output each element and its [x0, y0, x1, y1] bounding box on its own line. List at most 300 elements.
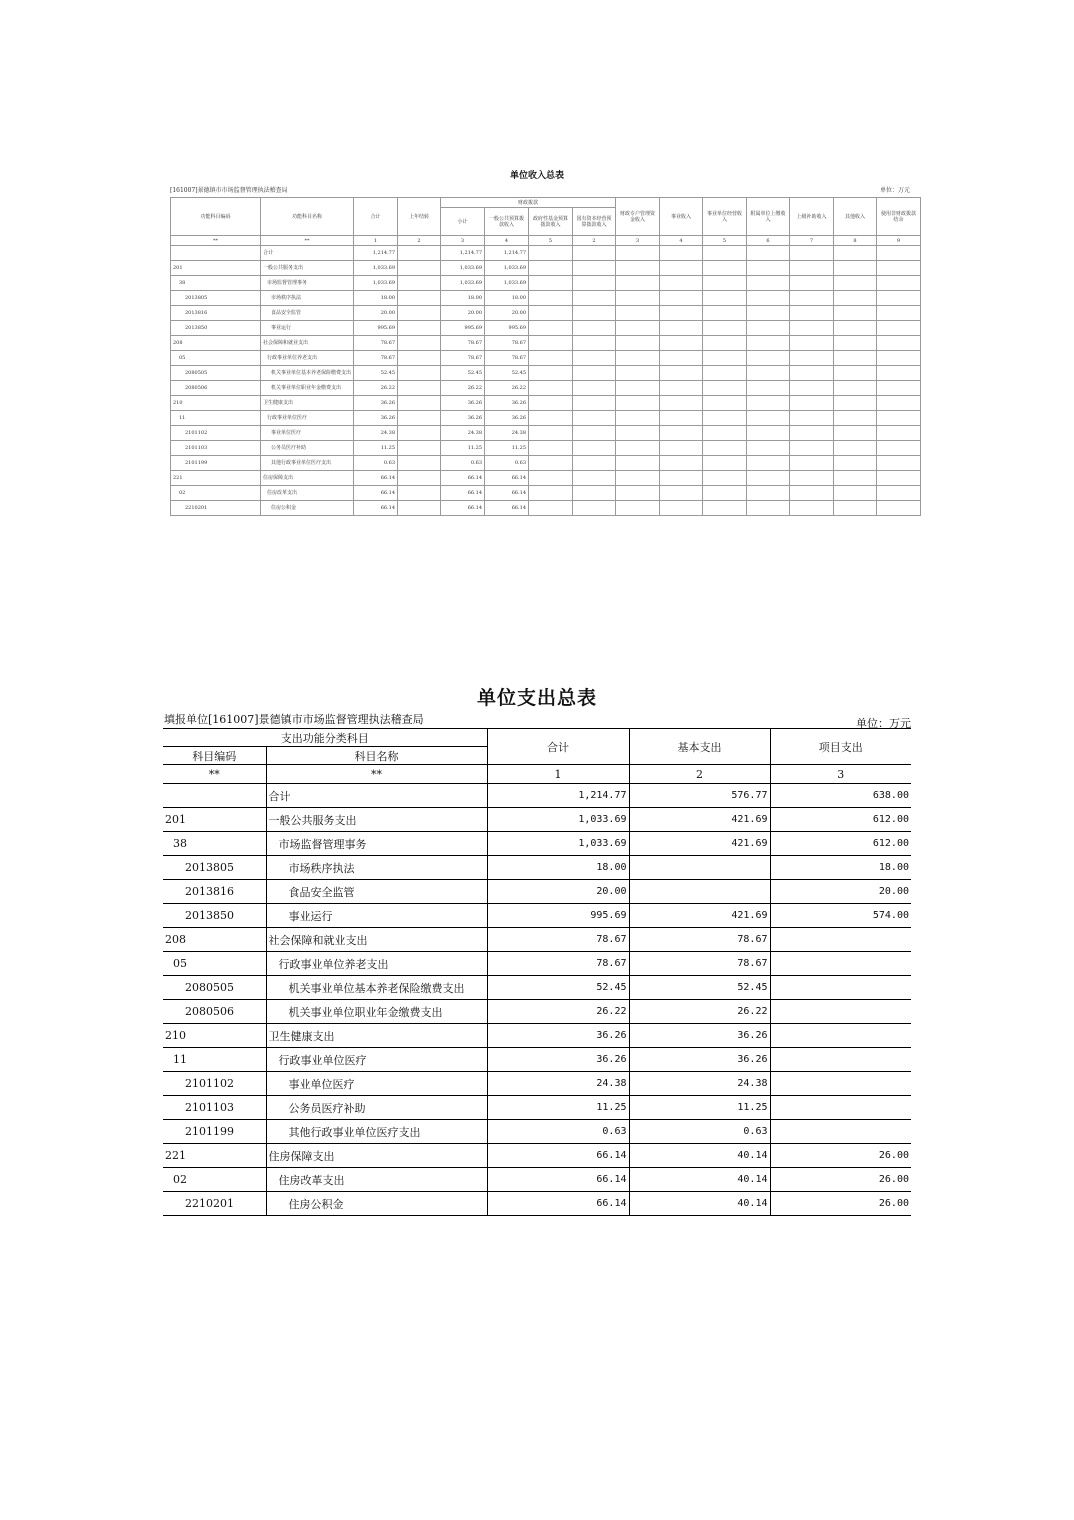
income-cell-subtotal: 66.14 [441, 501, 485, 516]
expense-cell-project: 20.00 [770, 880, 911, 904]
income-cell-prior [877, 366, 921, 381]
expense-table-row [163, 1144, 911, 1168]
income-cell-fund [529, 351, 573, 366]
income-cell-state [573, 261, 616, 276]
income-cell-career [660, 486, 703, 501]
income-cell-carry [398, 291, 441, 306]
income-table-row [171, 381, 921, 396]
income-cell-general: 26.22 [485, 381, 529, 396]
expense-cell-code: 210 [163, 1024, 266, 1048]
expense-table-row [163, 1072, 911, 1096]
expense-cell-name: 行政事业单位医疗 [266, 1048, 487, 1072]
income-cell-fund [529, 276, 573, 291]
expense-cell-code: 2080505 [163, 976, 266, 1000]
income-cell-career [660, 261, 703, 276]
expense-cell-name: 住房保障支出 [266, 1144, 487, 1168]
income-table-body [171, 246, 921, 516]
expense-cell-project [770, 1000, 911, 1024]
expense-cell-basic: 421.69 [629, 904, 770, 928]
expense-cell-name: 公务员医疗补助 [266, 1096, 487, 1120]
income-cell-general: 1,033.69 [485, 261, 529, 276]
income-cell-superior [790, 501, 834, 516]
income-cell-special [616, 411, 660, 426]
expense-cell-basic [629, 856, 770, 880]
income-header-name: 功能科目名称 [261, 198, 354, 236]
expense-cell-basic: 421.69 [629, 832, 770, 856]
income-cell-total: 66.14 [354, 471, 398, 486]
expense-cell-name: 事业单位医疗 [266, 1072, 487, 1096]
income-cell-special [616, 471, 660, 486]
expense-table-row [163, 880, 911, 904]
expense-cell-basic: 40.14 [629, 1192, 770, 1216]
income-cell-special [616, 276, 660, 291]
income-cell-code: 210 [171, 396, 261, 411]
income-cell-special [616, 396, 660, 411]
income-cell-superior [790, 456, 834, 471]
income-cell-other [834, 456, 877, 471]
income-cell-state [573, 501, 616, 516]
income-header-carry: 上年结转 [398, 198, 441, 236]
expense-table-row [163, 808, 911, 832]
income-cell-code: 2080506 [171, 381, 261, 396]
income-cell-career [660, 471, 703, 486]
income-cell-career [660, 276, 703, 291]
income-cell-state [573, 411, 616, 426]
income-cell-state [573, 336, 616, 351]
expense-cell-name: 住房改革支出 [266, 1168, 487, 1192]
income-cell-name: 一般公共服务支出 [261, 261, 354, 276]
income-cell-prior [877, 411, 921, 426]
income-header-career: 事业收入 [660, 198, 703, 236]
income-cell-name: 行政事业单位养老支出 [261, 351, 354, 366]
income-cell-prior [877, 471, 921, 486]
expense-index-cell: 3 [770, 765, 911, 784]
income-cell-total: 24.38 [354, 426, 398, 441]
expense-table-row [163, 928, 911, 952]
income-cell-general: 18.00 [485, 291, 529, 306]
income-cell-carry [398, 246, 441, 261]
income-cell-state [573, 426, 616, 441]
income-cell-superior [790, 321, 834, 336]
income-cell-general: 36.26 [485, 396, 529, 411]
income-cell-code: 2080505 [171, 366, 261, 381]
income-cell-total: 36.26 [354, 411, 398, 426]
income-cell-code: 38 [171, 276, 261, 291]
income-cell-general: 0.63 [485, 456, 529, 471]
expense-index-cell: ** [163, 765, 266, 784]
income-table-row [171, 501, 921, 516]
income-cell-other [834, 291, 877, 306]
income-cell-carry [398, 261, 441, 276]
income-cell-other [834, 381, 877, 396]
expense-table-row [163, 856, 911, 880]
income-cell-prior [877, 441, 921, 456]
income-header-row-1 [171, 198, 921, 208]
expense-cell-name: 机关事业单位职业年金缴费支出 [266, 1000, 487, 1024]
income-index-cell: ** [261, 236, 354, 246]
expense-cell-project: 26.00 [770, 1192, 911, 1216]
expense-cell-basic: 78.67 [629, 928, 770, 952]
income-header-fund: 政府性基金预算拨款收入 [529, 208, 573, 236]
income-cell-career [660, 411, 703, 426]
income-cell-carry [398, 336, 441, 351]
income-cell-general: 995.69 [485, 321, 529, 336]
expense-cell-total: 66.14 [487, 1192, 629, 1216]
income-cell-code: 2013816 [171, 306, 261, 321]
income-cell-superior [790, 276, 834, 291]
income-cell-name: 市场监督管理事务 [261, 276, 354, 291]
income-cell-special [616, 336, 660, 351]
expense-table-row [163, 1048, 911, 1072]
income-cell-carry [398, 456, 441, 471]
income-index-cell: 4 [660, 236, 703, 246]
income-cell-fund [529, 396, 573, 411]
expense-cell-total: 66.14 [487, 1144, 629, 1168]
income-header-fiscal: 财政拨款 [441, 198, 616, 208]
income-cell-prior [877, 261, 921, 276]
income-cell-state [573, 246, 616, 261]
income-cell-subtotal: 66.14 [441, 486, 485, 501]
income-cell-prior [877, 426, 921, 441]
expense-cell-project [770, 952, 911, 976]
expense-cell-project: 612.00 [770, 832, 911, 856]
income-header-general: 一般公共预算拨款收入 [485, 208, 529, 236]
income-cell-name: 其他行政事业单位医疗支出 [261, 456, 354, 471]
expense-cell-basic: 40.14 [629, 1168, 770, 1192]
income-cell-carry [398, 471, 441, 486]
expense-cell-name: 社会保障和就业支出 [266, 928, 487, 952]
income-header-operation: 事业单位经营收入 [703, 198, 747, 236]
income-cell-special [616, 366, 660, 381]
income-cell-special [616, 291, 660, 306]
expense-table-row [163, 1000, 911, 1024]
income-cell-state [573, 306, 616, 321]
income-cell-name: 事业单位医疗 [261, 426, 354, 441]
income-cell-special [616, 486, 660, 501]
expense-cell-total: 1,033.69 [487, 832, 629, 856]
income-cell-fund [529, 381, 573, 396]
income-cell-subtotal: 1,033.69 [441, 261, 485, 276]
income-cell-other [834, 321, 877, 336]
income-cell-subsidy [747, 336, 790, 351]
income-cell-carry [398, 306, 441, 321]
expense-cell-name: 卫生健康支出 [266, 1024, 487, 1048]
income-header-prior: 使用非财政拨款结余 [877, 198, 921, 236]
income-cell-special [616, 501, 660, 516]
income-cell-other [834, 396, 877, 411]
income-cell-subtotal: 26.22 [441, 381, 485, 396]
income-cell-general: 1,033.69 [485, 276, 529, 291]
income-table-row [171, 411, 921, 426]
income-cell-operation [703, 276, 747, 291]
income-cell-other [834, 276, 877, 291]
expense-cell-basic: 421.69 [629, 808, 770, 832]
income-cell-subsidy [747, 366, 790, 381]
income-table-row [171, 396, 921, 411]
income-cell-operation [703, 336, 747, 351]
income-cell-subsidy [747, 351, 790, 366]
income-cell-subsidy [747, 501, 790, 516]
expense-table-row [163, 1120, 911, 1144]
expense-table-title: 单位支出总表 [476, 687, 597, 709]
expense-cell-project [770, 1048, 911, 1072]
income-cell-other [834, 306, 877, 321]
expense-cell-project: 26.00 [770, 1168, 911, 1192]
income-cell-total: 1,033.69 [354, 261, 398, 276]
income-cell-carry [398, 381, 441, 396]
income-cell-code: 201 [171, 261, 261, 276]
expense-header-project: 项目支出 [770, 729, 911, 765]
expense-cell-name: 其他行政事业单位医疗支出 [266, 1120, 487, 1144]
income-header-other: 其他收入 [834, 198, 877, 236]
expense-cell-basic: 24.38 [629, 1072, 770, 1096]
income-cell-special [616, 426, 660, 441]
income-index-cell: 6 [747, 236, 790, 246]
income-cell-operation [703, 471, 747, 486]
income-cell-code: 05 [171, 351, 261, 366]
income-cell-name: 住房改革支出 [261, 486, 354, 501]
income-cell-career [660, 381, 703, 396]
expense-cell-total: 78.67 [487, 928, 629, 952]
income-cell-operation [703, 261, 747, 276]
income-index-cell: 5 [529, 236, 573, 246]
income-cell-total: 66.14 [354, 501, 398, 516]
expense-cell-total: 52.45 [487, 976, 629, 1000]
income-cell-carry [398, 426, 441, 441]
expense-cell-basic: 40.14 [629, 1144, 770, 1168]
income-cell-total: 26.22 [354, 381, 398, 396]
income-cell-special [616, 261, 660, 276]
income-table-row [171, 366, 921, 381]
income-cell-subsidy [747, 246, 790, 261]
income-cell-operation [703, 351, 747, 366]
expense-cell-project: 574.00 [770, 904, 911, 928]
expense-cell-code: 201 [163, 808, 266, 832]
income-cell-name: 公务员医疗补助 [261, 441, 354, 456]
income-cell-other [834, 486, 877, 501]
income-cell-special [616, 321, 660, 336]
income-cell-fund [529, 456, 573, 471]
income-cell-code: 2101103 [171, 441, 261, 456]
income-cell-name: 机关事业单位职业年金缴费支出 [261, 381, 354, 396]
expense-cell-total: 26.22 [487, 1000, 629, 1024]
income-cell-general: 52.45 [485, 366, 529, 381]
income-cell-prior [877, 291, 921, 306]
expense-cell-basic: 0.63 [629, 1120, 770, 1144]
income-cell-fund [529, 501, 573, 516]
expense-cell-total: 66.14 [487, 1168, 629, 1192]
income-cell-general: 11.25 [485, 441, 529, 456]
income-summary-table [170, 197, 921, 516]
expense-cell-code: 05 [163, 952, 266, 976]
income-cell-carry [398, 396, 441, 411]
expense-cell-total: 0.63 [487, 1120, 629, 1144]
income-cell-total: 18.00 [354, 291, 398, 306]
income-cell-other [834, 426, 877, 441]
income-cell-prior [877, 351, 921, 366]
expense-header-basic: 基本支出 [629, 729, 770, 765]
expense-index-cell: ** [266, 765, 487, 784]
expense-cell-name: 住房公积金 [266, 1192, 487, 1216]
income-cell-career [660, 351, 703, 366]
income-cell-state [573, 351, 616, 366]
income-cell-career [660, 321, 703, 336]
income-cell-total: 78.67 [354, 351, 398, 366]
income-cell-general: 78.67 [485, 351, 529, 366]
income-cell-superior [790, 306, 834, 321]
income-index-cell: 9 [877, 236, 921, 246]
income-cell-subtotal: 66.14 [441, 471, 485, 486]
expense-table-row [163, 832, 911, 856]
income-cell-state [573, 486, 616, 501]
expense-cell-total: 78.67 [487, 952, 629, 976]
income-cell-special [616, 456, 660, 471]
income-cell-general: 66.14 [485, 501, 529, 516]
income-cell-total: 1,214.77 [354, 246, 398, 261]
income-header-subtotal: 小计 [441, 208, 485, 236]
income-cell-subtotal: 11.25 [441, 441, 485, 456]
income-cell-other [834, 336, 877, 351]
income-cell-other [834, 471, 877, 486]
expense-table-row [163, 952, 911, 976]
expense-cell-project: 638.00 [770, 784, 911, 808]
income-cell-state [573, 276, 616, 291]
income-cell-fund [529, 291, 573, 306]
income-cell-subsidy [747, 411, 790, 426]
income-cell-fund [529, 366, 573, 381]
income-cell-other [834, 261, 877, 276]
expense-cell-code: 208 [163, 928, 266, 952]
income-cell-code: 2101102 [171, 426, 261, 441]
income-cell-name: 卫生健康支出 [261, 396, 354, 411]
income-cell-career [660, 246, 703, 261]
income-index-row [171, 236, 921, 246]
income-cell-state [573, 291, 616, 306]
expense-cell-name: 合计 [266, 784, 487, 808]
expense-cell-name: 一般公共服务支出 [266, 808, 487, 832]
income-cell-operation [703, 381, 747, 396]
income-cell-subtotal: 24.38 [441, 426, 485, 441]
expense-header-row-1 [163, 729, 911, 747]
income-cell-prior [877, 456, 921, 471]
expense-cell-total: 995.69 [487, 904, 629, 928]
expense-index-cell: 2 [629, 765, 770, 784]
income-cell-state [573, 441, 616, 456]
expense-cell-total: 36.26 [487, 1048, 629, 1072]
income-cell-operation [703, 486, 747, 501]
income-cell-subtotal: 20.00 [441, 306, 485, 321]
income-cell-subtotal: 36.26 [441, 411, 485, 426]
expense-cell-project [770, 976, 911, 1000]
expense-cell-code: 2101199 [163, 1120, 266, 1144]
income-cell-prior [877, 321, 921, 336]
expense-reporting-unit: 填报单位[161007]景德镇市市场监督管理执法稽查局 [164, 713, 424, 726]
income-header-special: 财政专户管理资金收入 [616, 198, 660, 236]
income-cell-fund [529, 306, 573, 321]
income-cell-carry [398, 411, 441, 426]
income-cell-name: 住房保障支出 [261, 471, 354, 486]
income-cell-operation [703, 426, 747, 441]
income-table-row [171, 471, 921, 486]
income-cell-fund [529, 261, 573, 276]
income-cell-operation [703, 411, 747, 426]
income-cell-career [660, 441, 703, 456]
income-cell-superior [790, 396, 834, 411]
income-header-superior: 上级补助收入 [790, 198, 834, 236]
income-table-row [171, 351, 921, 366]
income-cell-subsidy [747, 471, 790, 486]
expense-cell-name: 市场监督管理事务 [266, 832, 487, 856]
expense-cell-code: 2080506 [163, 1000, 266, 1024]
income-cell-subsidy [747, 441, 790, 456]
income-cell-superior [790, 261, 834, 276]
expense-cell-name: 事业运行 [266, 904, 487, 928]
income-cell-other [834, 411, 877, 426]
income-cell-career [660, 306, 703, 321]
income-cell-superior [790, 411, 834, 426]
income-table-row [171, 276, 921, 291]
income-cell-subsidy [747, 321, 790, 336]
income-cell-subsidy [747, 276, 790, 291]
income-cell-prior [877, 381, 921, 396]
expense-cell-project [770, 1096, 911, 1120]
income-cell-subtotal: 995.69 [441, 321, 485, 336]
income-cell-state [573, 396, 616, 411]
income-table-title: 单位收入总表 [509, 171, 564, 181]
expense-cell-code: 221 [163, 1144, 266, 1168]
income-cell-code: 2013850 [171, 321, 261, 336]
income-cell-superior [790, 351, 834, 366]
expense-cell-basic: 36.26 [629, 1048, 770, 1072]
income-cell-fund [529, 246, 573, 261]
expense-table-row [163, 1096, 911, 1120]
income-table-row [171, 486, 921, 501]
expense-index-cell: 1 [487, 765, 629, 784]
expense-cell-basic: 78.67 [629, 952, 770, 976]
income-cell-subsidy [747, 261, 790, 276]
income-unit-label: 单位：万元 [880, 187, 911, 194]
income-table-row [171, 291, 921, 306]
income-cell-total: 78.67 [354, 336, 398, 351]
income-cell-total: 1,033.69 [354, 276, 398, 291]
income-cell-operation [703, 306, 747, 321]
income-cell-name: 社会保障和就业支出 [261, 336, 354, 351]
income-table-row [171, 261, 921, 276]
income-cell-subsidy [747, 426, 790, 441]
income-cell-fund [529, 486, 573, 501]
income-cell-name: 事业运行 [261, 321, 354, 336]
income-cell-code: 2101199 [171, 456, 261, 471]
income-header-subsidy: 附属单位上缴收入 [747, 198, 790, 236]
income-cell-code: 02 [171, 486, 261, 501]
income-header-total: 合计 [354, 198, 398, 236]
income-index-cell: 4 [485, 236, 529, 246]
expense-table-row [163, 1168, 911, 1192]
expense-cell-code: 2101103 [163, 1096, 266, 1120]
income-cell-superior [790, 426, 834, 441]
income-cell-state [573, 456, 616, 471]
income-cell-general: 24.38 [485, 426, 529, 441]
expense-cell-basic: 11.25 [629, 1096, 770, 1120]
income-table-row [171, 456, 921, 471]
expense-cell-basic: 26.22 [629, 1000, 770, 1024]
expense-cell-name: 市场秩序执法 [266, 856, 487, 880]
expense-cell-total: 1,214.77 [487, 784, 629, 808]
income-cell-special [616, 306, 660, 321]
income-cell-other [834, 441, 877, 456]
income-cell-operation [703, 501, 747, 516]
income-cell-total: 52.45 [354, 366, 398, 381]
